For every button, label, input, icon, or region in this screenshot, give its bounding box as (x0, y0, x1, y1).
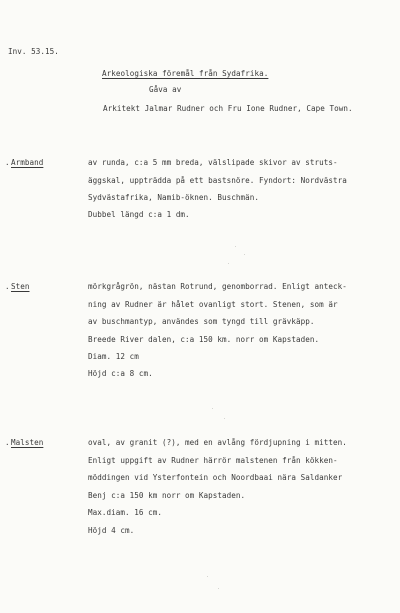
entry-line: äggskal, uppträdda på ett bastsnöre. Fyndort: Nordvästra (88, 176, 347, 185)
paper-speck (235, 246, 236, 247)
paper-speck (218, 588, 219, 589)
paper-speck (228, 263, 229, 264)
entry-bullet: . (5, 282, 10, 291)
entry-line: Benj c:a 150 km norr om Kapstaden. (88, 491, 246, 500)
entry-line: oval, av granit (?), med en avlång fördjupning i mitten. (88, 438, 347, 447)
entry-line: Dubbel längd c:a 1 dm. (88, 210, 190, 219)
entry-name-armband: Armband (11, 158, 44, 167)
entry-line: Diam. 12 cm (88, 352, 139, 361)
entry-line: Breede River dalen, c:a 150 km. norr om Kapstaden. (88, 335, 320, 344)
paper-speck (244, 254, 245, 255)
entry-line: mörkgrågrön, nästan Rotrund, genomborrad. Enligt anteck- (88, 282, 347, 291)
inventory-number: Inv. 53.15. (8, 47, 59, 56)
donors-line: Arkitekt Jalmar Rudner och Fru Ione Rudner, Cape Town. (103, 104, 353, 113)
entry-line: Sydvästafrika, Namib-öknen. Buschmän. (88, 193, 260, 202)
entry-name-sten: Sten (11, 282, 30, 291)
entry-name-malsten: Malsten (11, 438, 44, 447)
entry-line: möddingen vid Ysterfontein och Noordbaai nära Saldanker (88, 473, 343, 482)
entry-line: av runda, c:a 5 mm breda, välslipade skivor av struts- (88, 158, 338, 167)
entry-line: av buschmantyp, användes som tyngd till grävkäpp. (88, 317, 315, 326)
entry-line: Enligt uppgift av Rudner härrör malstenen från kökken- (88, 456, 338, 465)
paper-speck (212, 408, 213, 409)
document-title: Arkeologiska föremål från Sydafrika. (102, 69, 269, 78)
entry-line: ning av Rudner är hålet ovanligt stort. Stenen, som är (88, 300, 338, 309)
paper-speck (207, 576, 208, 577)
gift-label: Gåva av (149, 85, 182, 94)
entry-line: Höjd c:a 8 cm. (88, 369, 153, 378)
entry-bullet: . (5, 438, 10, 447)
entry-bullet: . (5, 158, 10, 167)
entry-line: Höjd 4 cm. (88, 526, 135, 535)
paper-speck (224, 418, 225, 419)
entry-line: Max.diam. 16 cm. (88, 508, 162, 517)
